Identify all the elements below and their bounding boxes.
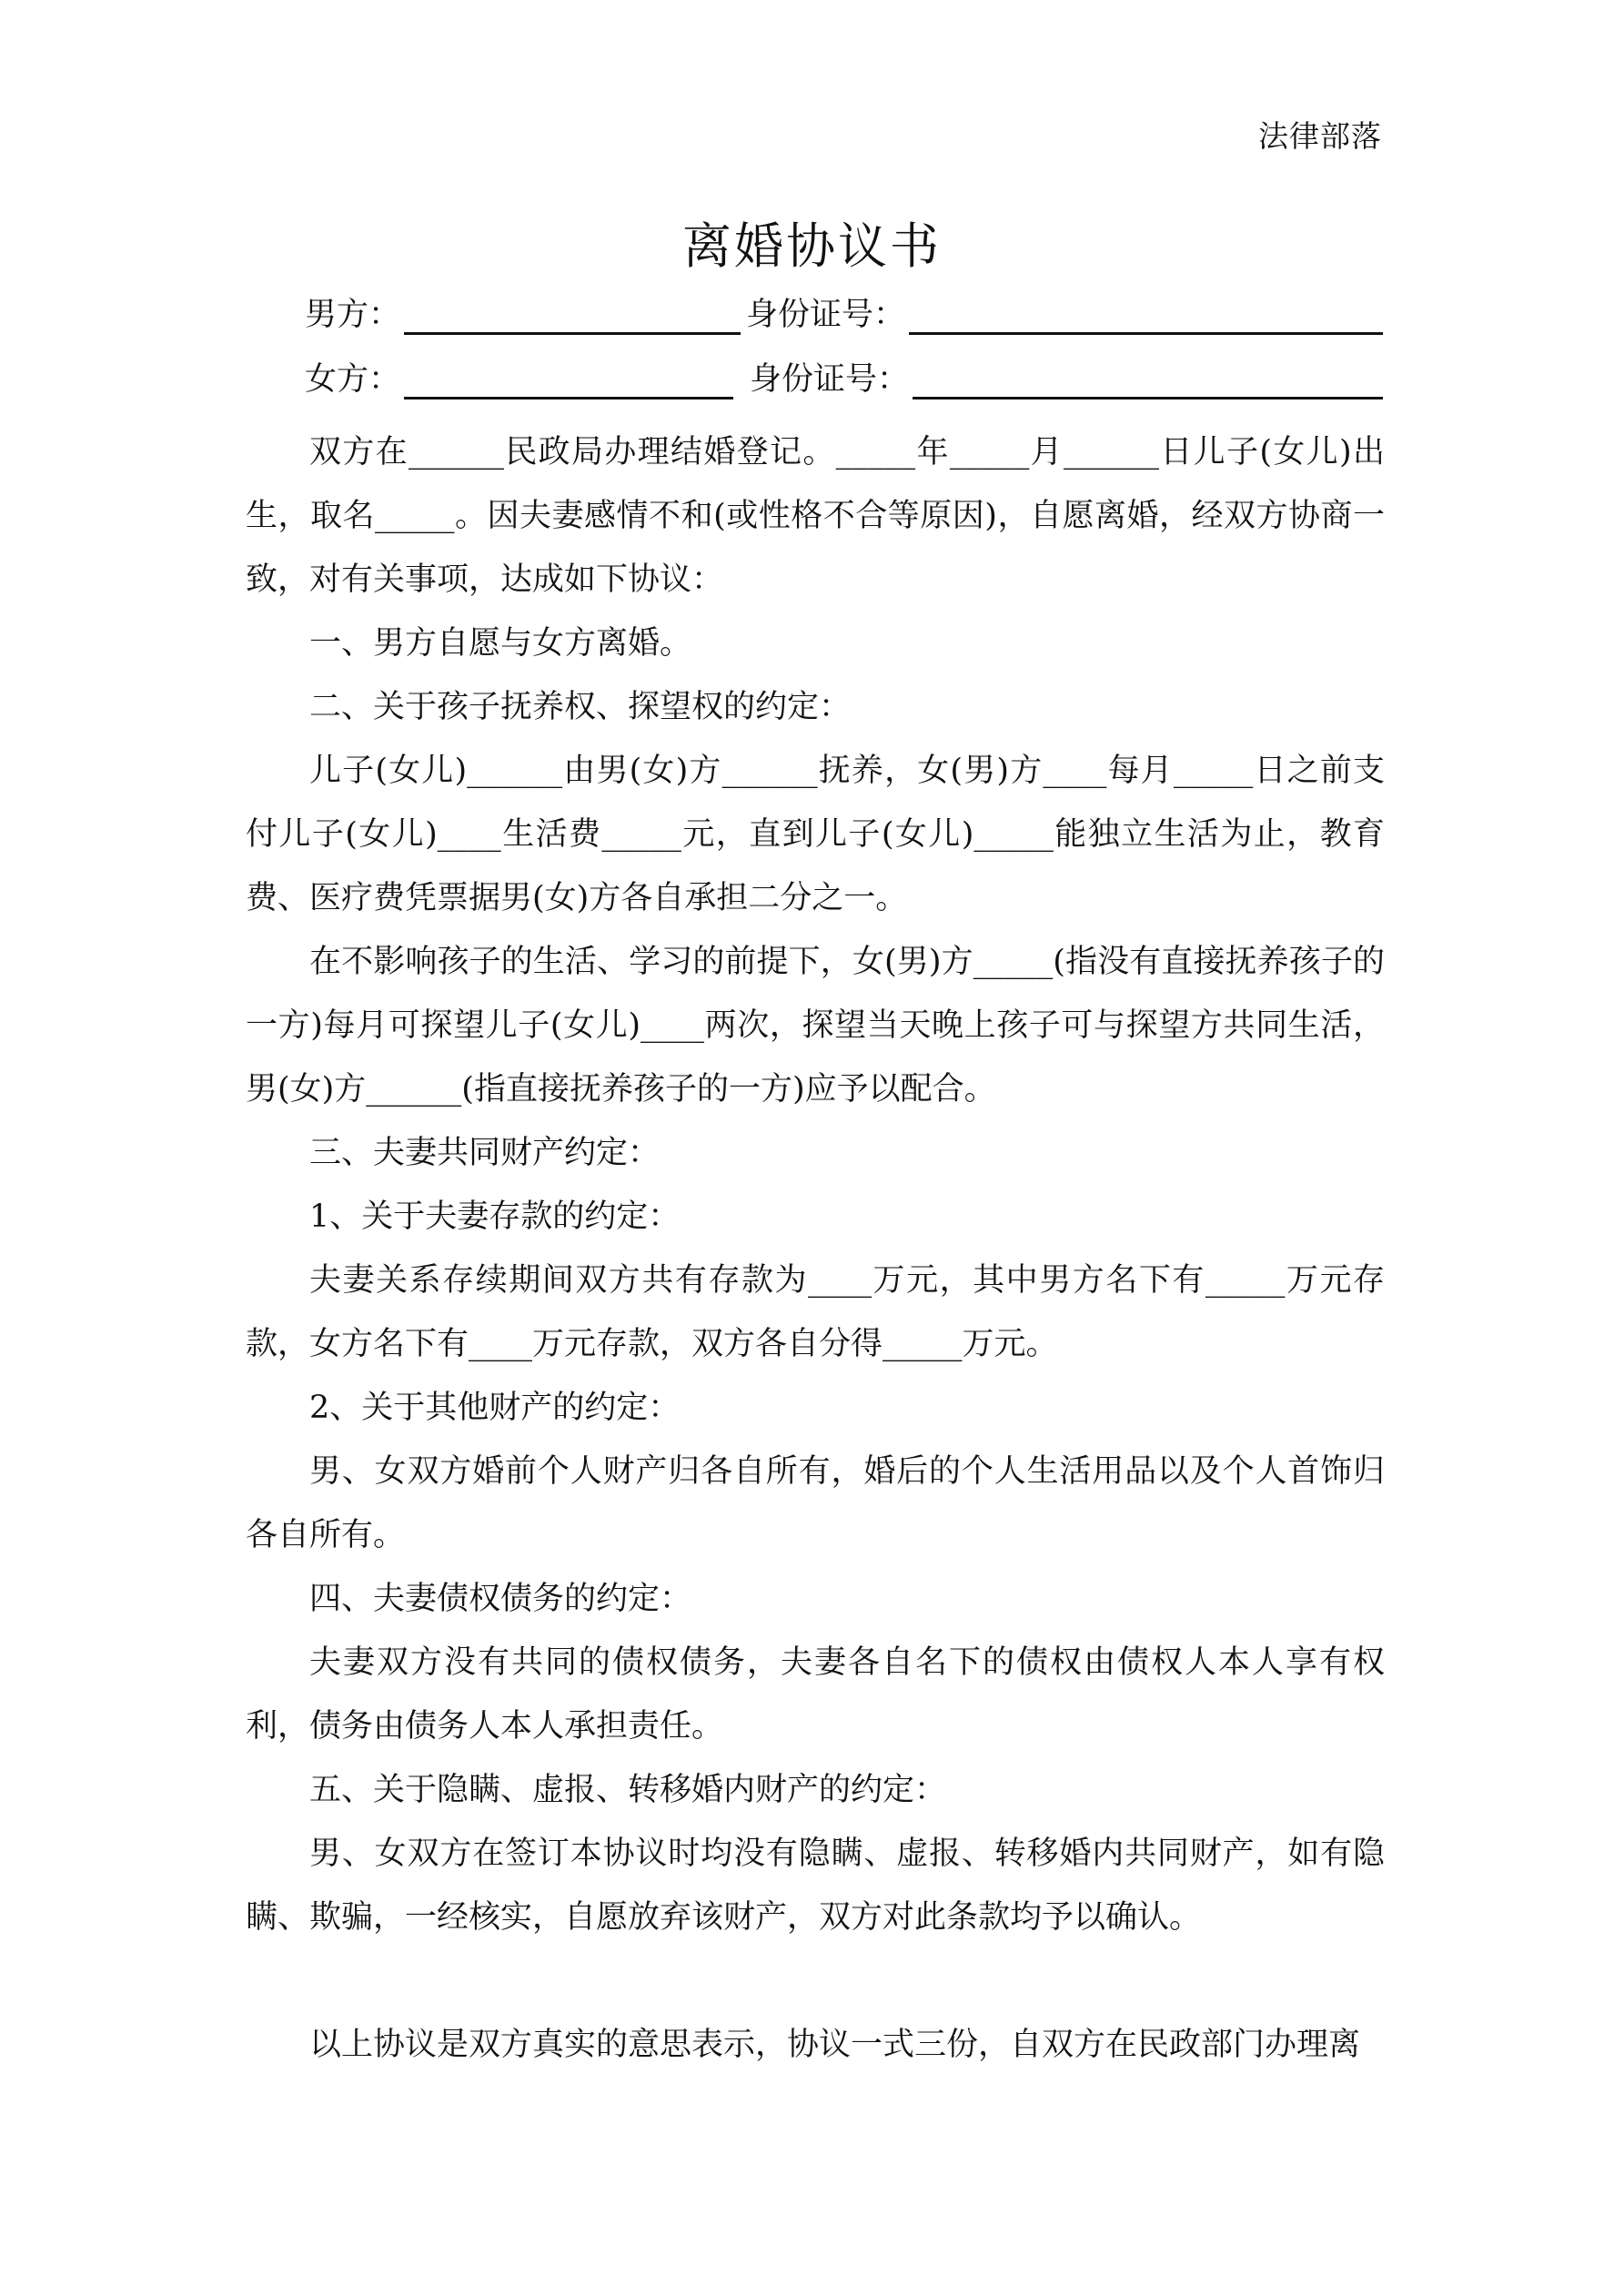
male-party-row (305, 289, 1383, 335)
paragraph-gap (246, 1949, 1385, 2013)
header-brand: 法律部落 (1258, 118, 1382, 154)
female-name-blank (404, 357, 733, 400)
document-title: 离婚协议书 (682, 217, 942, 275)
custody-paragraph: 儿子(女儿)______由男(女)方______抚养，女(男)方____每月_____日之前支付儿子(女儿)____生活费_____元，直到儿子(女儿)_____能独立生活为止，教育费、医疗费凭票据男(女)方各自承担二分之一。 (246, 753, 1385, 916)
clause-1-heading: 一、男方自愿与女方离婚。 (309, 625, 692, 662)
visitation-paragraph: 在不影响孩子的生活、学习的前提下，女(男)方_____(指没有直接抚养孩子的一方)每月可探望儿子(女儿)____两次，探望当天晚上孩子可与探望方共同生活，男(女)方______(指直接抚养孩子的一方)应予以配合。 (246, 944, 1385, 1108)
intro-paragraph: 双方在______民政局办理结婚登记。_____年_____月______日儿子(女儿)出生，取名_____。因夫妻感情不和(或性格不合等原因)，自愿离婚，经双方协商一致，对有关事项，达成如下协议： (246, 434, 1385, 598)
clause-3-heading: 三、夫妻共同财产约定： (309, 1135, 661, 1171)
clause-3-2-heading: 2、关于其他财产的约定： (309, 1390, 681, 1426)
savings-paragraph: 夫妻关系存续期间双方共有存款为____万元，其中男方名下有_____万元存款，女方名下有____万元存款，双方各自分得_____万元。 (246, 1262, 1385, 1362)
female-id-label: 身份证号： (750, 361, 910, 398)
female-id-blank (913, 357, 1383, 400)
male-id-blank (909, 292, 1383, 335)
closing-paragraph: 以上协议是双方真实的意思表示，协议一式三份，自双方在民政部门办理离 (309, 2027, 1361, 2063)
agreement-body (246, 420, 1385, 2077)
male-label: 男方： (305, 297, 401, 333)
female-party-row (305, 354, 1383, 400)
concealment-paragraph: 男、女双方在签订本协议时均没有隐瞒、虚报、转移婚内共同财产，如有隐瞒、欺骗，一经核实，自愿放弃该财产，双方对此条款均予以确认。 (246, 1836, 1385, 1936)
male-id-label: 身份证号： (746, 297, 906, 333)
other-property-paragraph: 男、女双方婚前个人财产归各自所有，婚后的个人生活用品以及个人首饰归各自所有。 (246, 1453, 1385, 1553)
clause-3-1-heading: 1、关于夫妻存款的约定： (309, 1199, 681, 1235)
female-label: 女方： (305, 361, 401, 398)
clause-5-heading: 五、关于隐瞒、虚报、转移婚内财产的约定： (309, 1772, 947, 1808)
clause-4-heading: 四、夫妻债权债务的约定： (309, 1581, 692, 1617)
clause-2-heading: 二、关于孩子抚养权、探望权的约定： (309, 689, 852, 725)
male-name-blank (404, 292, 741, 335)
debts-paragraph: 夫妻双方没有共同的债权债务，夫妻各自名下的债权由债权人本人享有权利，债务由债务人本人承担责任。 (246, 1644, 1385, 1745)
